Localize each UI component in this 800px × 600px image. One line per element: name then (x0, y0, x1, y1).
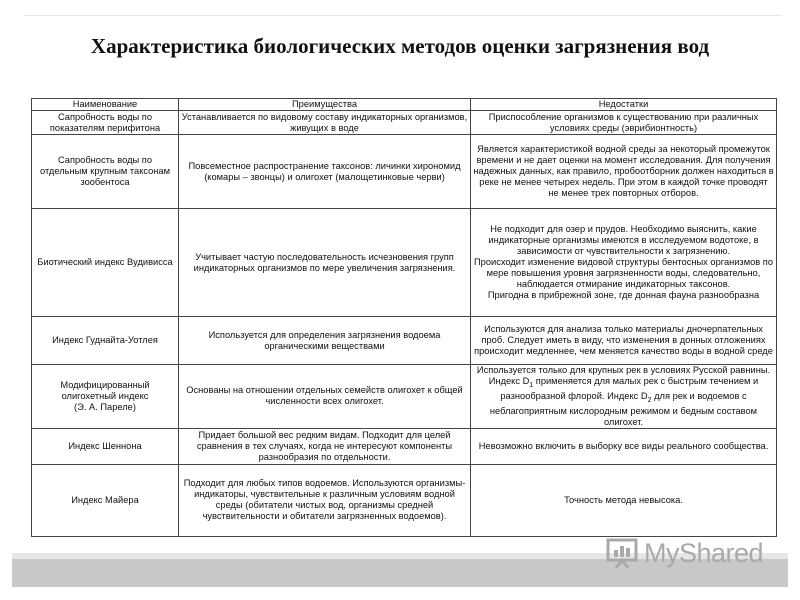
subscript: 1 (529, 381, 534, 389)
name-line: Модифицированный олигохетный индекс (60, 379, 150, 401)
cell-disadvantages: Невозможно включить в выборку все виды реального сообщества. (471, 428, 777, 464)
cell-disadvantages: Используются для анализа только материалы дночерпательных проб. Следует иметь в виду, что изменения в донных отложениях происходит медленнее, чем меняется качество воды в водной среде (471, 317, 777, 365)
cell-advantages: Учитывает частую последовательность исчезновения групп индикаторных организмов по мере увеличения загрязнения. (179, 209, 471, 317)
watermark-text: MyShared (644, 537, 764, 568)
table-row (32, 135, 777, 209)
cell-advantages: Устанавливается по видовому составу индикаторных организмов, живущих в воде (179, 111, 471, 135)
table-row (32, 111, 777, 135)
cell-name: Индекс Шеннона (32, 428, 179, 464)
cell-disadvantages (471, 365, 777, 429)
subscript: 2 (647, 396, 652, 404)
cell-disadvantages (471, 209, 777, 317)
cell-advantages: Подходит для любых типов водоемов. Используются организмы-индикаторы, чувствительные к различным условиям водной среды (обитатели чистых вод, организмы средней чувствительности и обитатели загрязненных водоемов). (179, 464, 471, 536)
page-title: Характеристика биологических методов оценки загрязнения вод (90, 34, 710, 58)
table-header-row (32, 99, 777, 111)
presentation-icon (606, 536, 640, 570)
watermark-logo (606, 533, 763, 573)
cell-name: Индекс Майера (32, 464, 179, 536)
disadvantage-line: Не подходит для озер и прудов. Необходимо выяснить, какие индикаторные организмы имеются в исследуемом водотоке, в зависимости от чувствительности к загрязнению. (488, 224, 759, 256)
cell-advantages: Используется для определения загрязнения водоема органическими веществами (179, 317, 471, 365)
table-row (32, 365, 777, 429)
cell-name: Биотический индекс Вудивисса (32, 209, 179, 317)
disadvantage-text: применяется для малых рек с быстрым течением и разнообразной флорой. Индекс D (500, 376, 759, 401)
cell-disadvantages: Точность метода невысока. (471, 464, 777, 536)
table-row (32, 209, 777, 317)
cell-advantages: Придает большой вес редким видам. Подходит для целей сравнения в тех случаях, когда не интересуют компоненты разнообразия по отдельности. (179, 428, 471, 464)
disadvantage-text: для рек и водоемов с неблагоприятным кислородным режимом и бедным составом олигохет. (489, 390, 758, 427)
header-disadvantages: Недостатки (471, 99, 777, 111)
table-row (32, 428, 777, 464)
top-divider (25, 15, 782, 16)
cell-name: Сапробность воды по показателям перифитона (32, 111, 179, 135)
cell-name: Сапробность воды по отдельным крупным таксонам зообентоса (32, 135, 179, 209)
cell-advantages: Повсеместное распространение таксонов: личинки хирономид (комары – звонцы) и олигохет (малощетинковые черви) (179, 135, 471, 209)
header-advantages: Преимущества (179, 99, 471, 111)
cell-name: Индекс Гуднайта-Уотлея (32, 317, 179, 365)
methods-table (31, 98, 777, 537)
disadvantage-text: Используется только для крупных рек в условиях Русской равнины. Индекс D (476, 365, 771, 386)
cell-advantages: Основаны на отношении отдельных семейств олигохет к общей численности всех олигохет. (179, 365, 471, 429)
name-line: (Э. А. Пареле) (74, 401, 136, 412)
disadvantage-line: Происходит изменение видовой структуры бентосных организмов по мере повышения уровня загрязненности воды, следовательно, наблюдается отмирание индикаторных таксонов. (473, 257, 773, 289)
cell-disadvantages: Приспособление организмов к существованию при различных условиях среды (эврибионтность) (471, 111, 777, 135)
cell-name (32, 365, 179, 429)
header-name: Наименование (32, 99, 179, 111)
cell-disadvantages: Является характеристикой водной среды за некоторый промежуток времени и не дает оценки на момент исследования. Для получения надежных данных, как правило, пробоотборник должен находиться в реке не менее четырех недель. При этом в каждой точке проводят не менее трех повторных отборов. (471, 135, 777, 209)
table-row (32, 317, 777, 365)
table-row (32, 464, 777, 536)
disadvantage-line: Пригодна в прибрежной зоне, где донная фауна разнообразна (487, 290, 760, 300)
